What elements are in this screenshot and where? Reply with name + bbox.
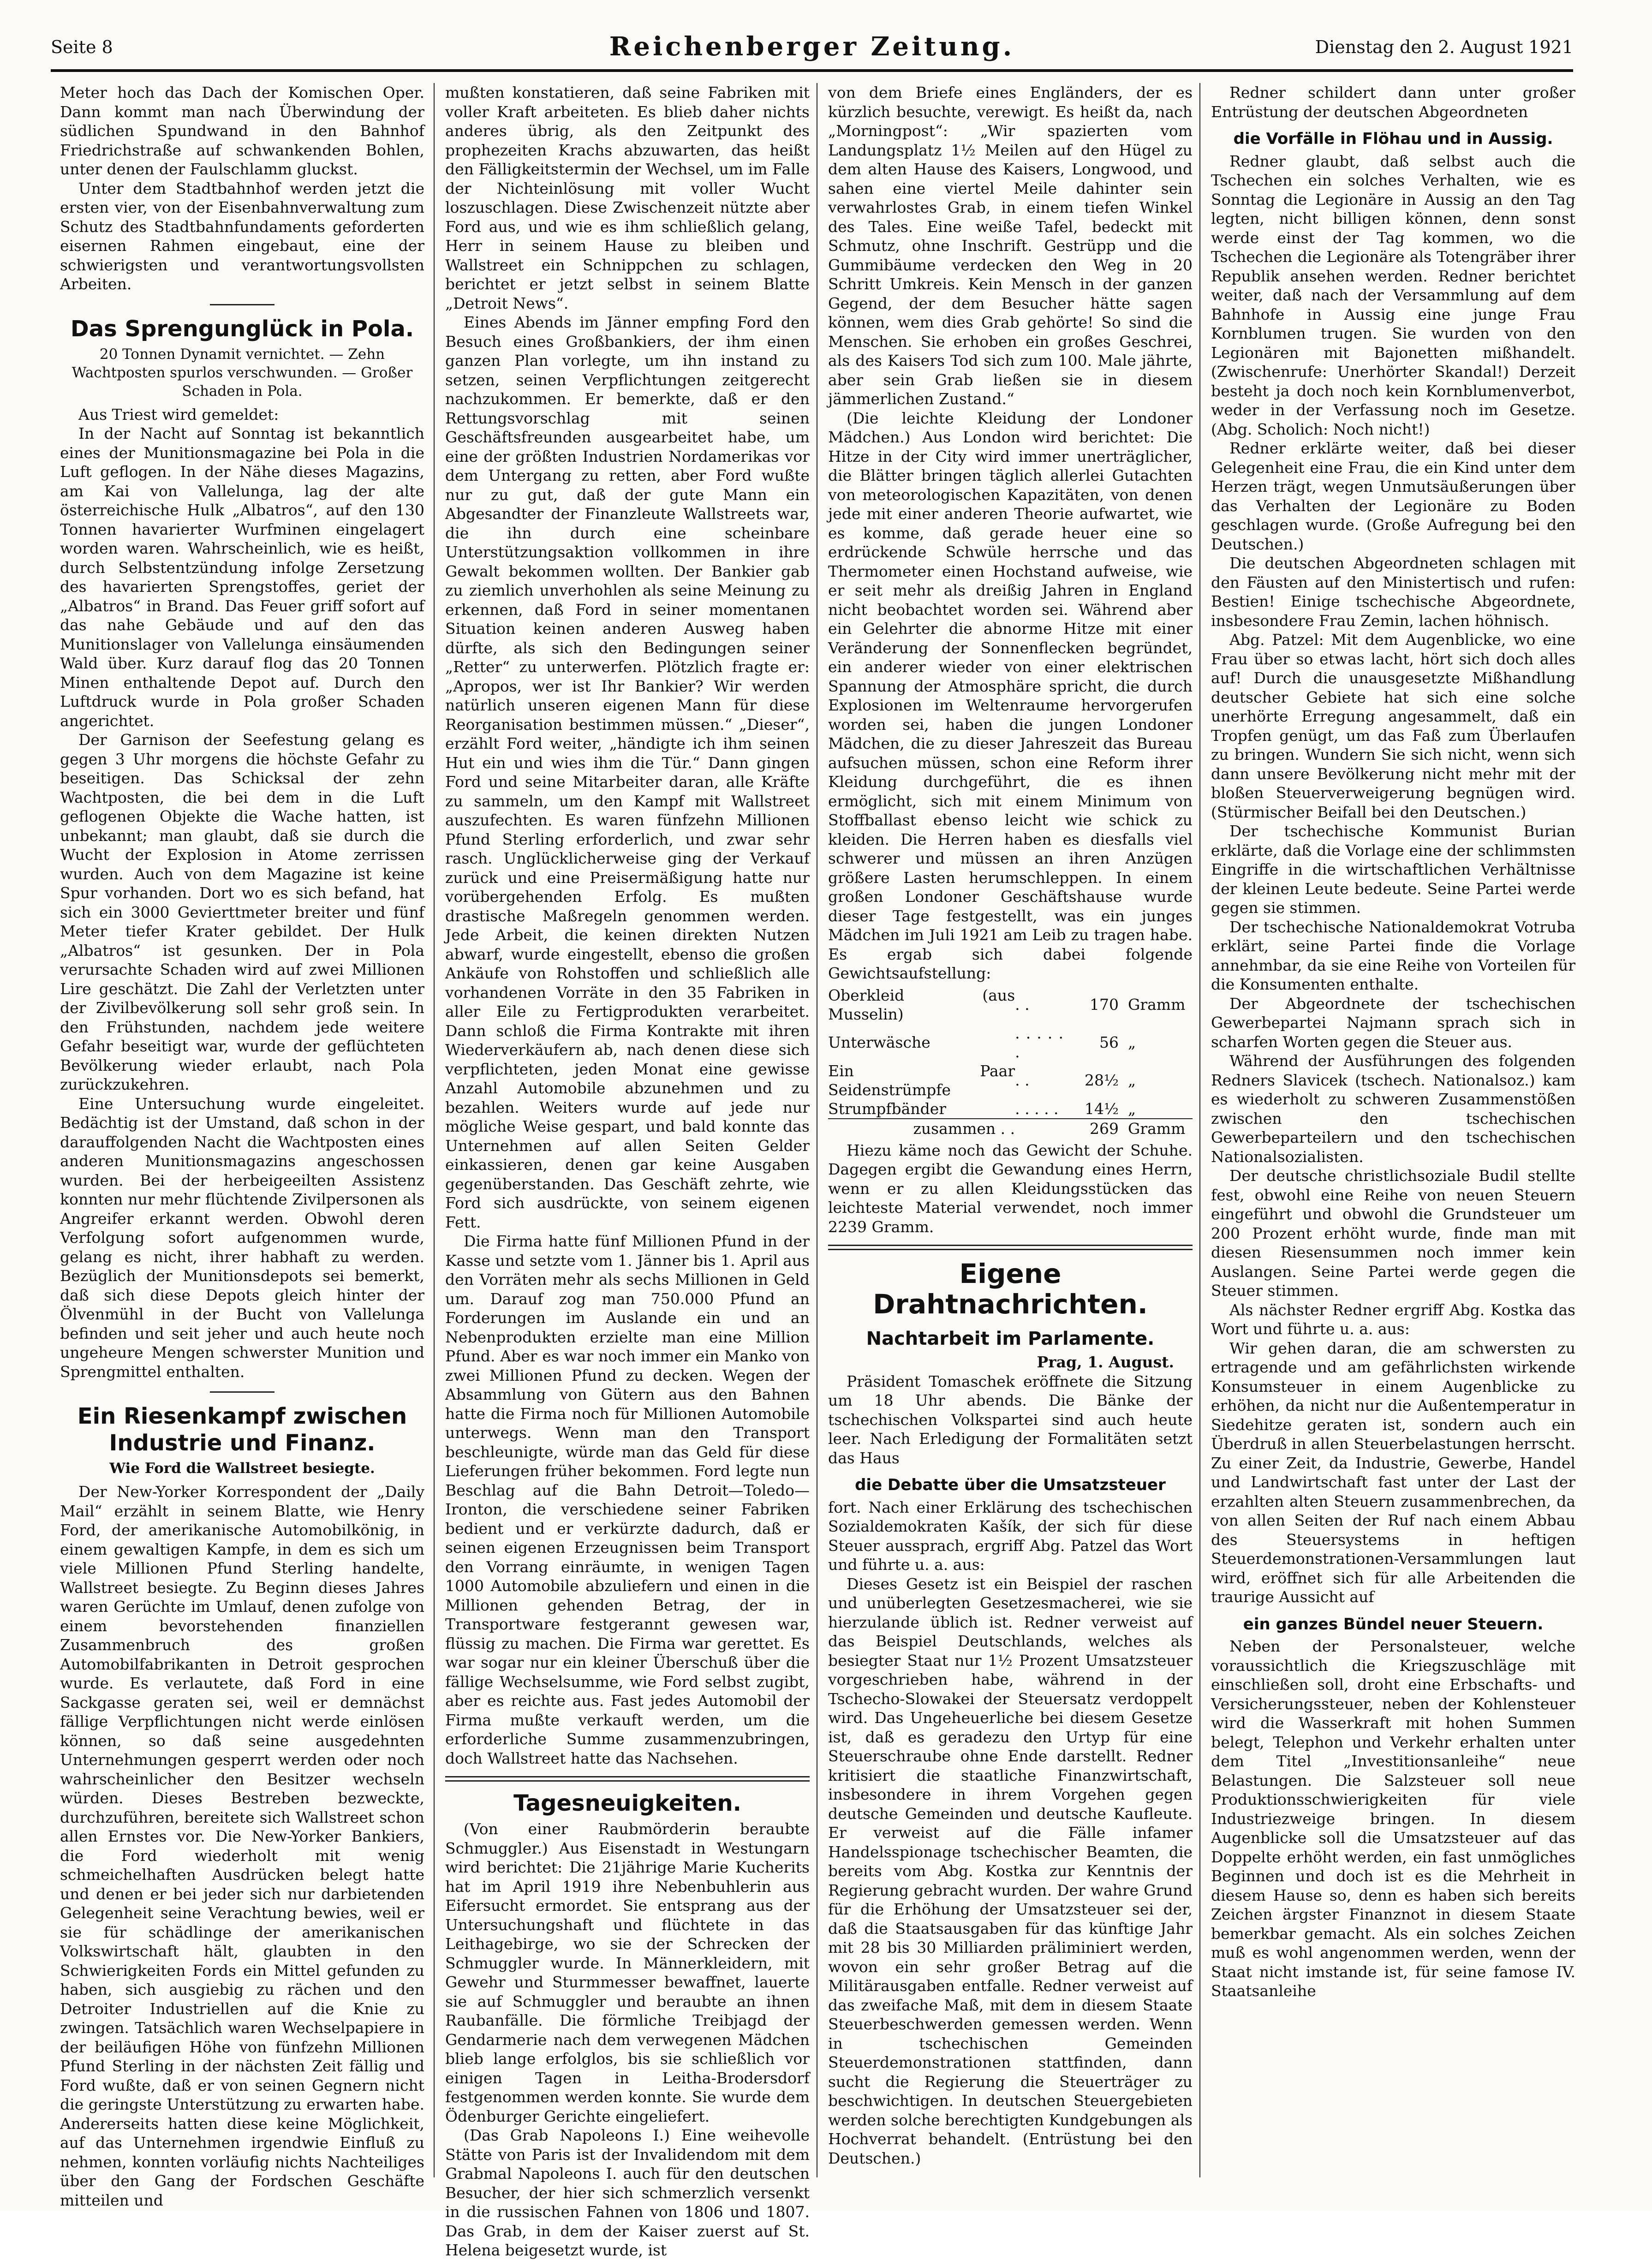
item-unit: Gramm bbox=[1128, 996, 1186, 1014]
headline-pola: Das Sprengunglück in Pola. bbox=[70, 316, 414, 342]
newspaper-title: Reichenberger Zeitung. bbox=[609, 31, 1015, 62]
paragraph: Redner glaubt, daß selbst auch die Tschechen ein solches Verhalten, wie es Sonntag die Legionäre in Aussig an den Tag legten, nicht billigen können, denn sonst werde einst der Tag kommen, wo die Tschechen die Legionäre als Totengräber ihrer Republik ansehen werden. Redner berichtet weiter, daß nach der Versammlung auf dem Bahnhofe in Aussig eine junge Frau Kornblumen trugen. Sie wurden von den Legionären mit Bajonetten mißhandelt. (Zwischenrufe: Unerhörter Skandal!) Derzeit besteht ja doch noch kein Kornblumenverbot, weder in der Verfassung noch im Gesetze. (Abg. Scholich: Noch nicht!) bbox=[1211, 152, 1575, 438]
dateline: Prag, 1. August. bbox=[1037, 1353, 1174, 1371]
section-rule bbox=[445, 1776, 810, 1782]
paragraph: Der deutsche christlichsoziale Budil stellte fest, obwohl eine Reihe von neuen Steuern eingeführt und obwohl die Grundsteuer um 200 Prozent erhöht wurde, finde man mit diesen Riesensummen noch immer kein Auslangen. Seine Partei werde gegen die Steuer stimmen. bbox=[1211, 1167, 1575, 1300]
subheadline-ford: Wie Ford die Wallstreet besiegte. bbox=[109, 1460, 375, 1477]
item-unit: „ bbox=[1128, 1099, 1136, 1118]
inline-heading: die Vorfälle in Flöhau und in Aussig. bbox=[1233, 130, 1553, 148]
paragraph: von dem Briefe eines Engländers, der es kürzlich besuchte, verewigt. Es heißt da, nach „Morningpost“: „Wir spazierten vom Landungsplatz 1½ Meilen auf den Hügel zu dem alten Hause des Kaisers, Longwood, und sahen eine viertel Meile dahinter sein verwahrlostes Grab, in einem tiefen Winkel des Tales. Eine weiße Tafel, bedeckt mit Schmutz, ohne Inschrift. Gestrüpp und die Gummibäume verdecken den Weg in 20 Schritt Umkreis. Kein Mensch in der ganzen Gegend, der dem Besucher hätte sagen können, wem dies Grab gehörte! So sind die Menschen. Sie erhoben ein großes Geschrei, als des Kaisers Tod sich zum 100. Male jährte, aber sein Grab ließen sie in diesem jämmerlichen Zustand.“ bbox=[828, 83, 1193, 408]
item-value: 28½ bbox=[1085, 1071, 1119, 1089]
headline-drahtnachrichten: Eigene Drahtnachrichten. bbox=[873, 1258, 1148, 1320]
item-name: Ein Paar Seidenstrümpfe bbox=[828, 1061, 1015, 1099]
item-value: 170 bbox=[1090, 996, 1119, 1014]
item-name: Unterwäsche bbox=[828, 1033, 930, 1051]
paragraph: Meter hoch das Dach der Komischen Oper. Dann kommt man nach Überwindung der südlichen Spundwand in den Bahnhof Friedrichstraße auf schwankenden Bohlen, unter denen der Faulschlamm gluckst. bbox=[60, 83, 424, 178]
header-rule bbox=[51, 69, 1573, 72]
paragraph: Eine Untersuchung wurde eingeleitet. Bedächtig ist der Umstand, daß schon in der darauffolgenden Nacht die Wachtposten eines anderen Munitionsmagazins angeschossen wurden. Bei der herbeigeeilten Assistenz konnten nur mehr flüchtende Zivilpersonen als Angreifer erkannt werden. Obwohl deren Verfolgung sofort aufgenommen wurde, gelang es nicht, ihrer habhaft zu werden. Bezüglich der Munitionsdepots sei bemerkt, daß sich diese Depots gleich hinter der Ölvenmühl in der Bucht von Vallelunga befinden und seit jeher und auch heute noch ungeheure Mengen schwerster Munition und Sprengmittel enthalten. bbox=[60, 1094, 424, 1381]
paragraph: Aus Triest wird gemeldet: bbox=[78, 405, 279, 423]
paragraph: Wir gehen daran, die am schwersten zu ertragende und am gefährlichsten wirkende Konsumsteuer in einem Augenblicke zu erhöhen, da nicht nur die Außentemperatur in Siedehitze geraten ist, sondern auch ein Überdruß in allen Steuerbelastungen herrscht. Zu einer Zeit, da Industrie, Gewerbe, Handel und Landwirtschaft fast unter der Last der erzahlten alten Steuern zusammenbrechen, da von allen Seiten der Ruf nach einem Abbau des Steuersystems in heftigen Steuerdemonstrationen-Versammlungen laut wird, eröffnet sich für alle Arbeitenden die traurige Aussicht auf bbox=[1211, 1339, 1575, 1606]
item-dots: . . bbox=[1015, 1071, 1030, 1089]
paragraph: Eines Abends im Jänner empfing Ford den Besuch eines Großbankiers, der ihm einen ganzen Plan vorlegte, um ihn instand zu setzen, seinen Verpflichtungen zeitgerecht nachzukommen. Er bemerkte, daß er den Rettungsvorschlag mit seinen Geschäftsfreunden ausgearbeitet habe, um eine der größten Industrien Nordamerikas vor dem Untergang zu retten, aber Ford wußte nur zu gut, daß der gute Mann ein Abgesandter der Finanzleute Wallstreets war, die ihn durch eine scheinbare Unterstützungsaktion vollkommen in ihre Gewalt bekommen wollten. Der Bankier gab zu ziemlich unverhohlen als seine Meinung zu erkennen, daß Ford in seiner momentanen Situation keinen anderen Ausweg haben dürfte, als sich den Bedingungen seiner „Retter“ zu unterwerfen. Plötzlich fragte er: „Apropos, wer ist Ihr Bankier? Wir werden natürlich unseren eigenen Mann für diese Reorganisation bestimmen müssen.“ „Dieser“, erzählt Ford weiter, „händigte ich ihm seinen Hut ein und wies ihm die Tür.“ Dann gingen Ford und seine Mitarbeiter daran, alle Kräfte zu sammeln, um den Kampf mit Wallstreet auszufechten. Es waren fünfzehn Millionen Pfund Sterling erforderlich, und zwar sehr rasch. Unglücklicherweise ging der Verkauf zurück und eine Preisermäßigung hatte nur vorübergehenden Erfolg. Es mußten drastische Maßregeln genommen werden. Jede Arbeit, die keinen direkten Nutzen abwarf, wurde eingestellt, ebenso die großen Ankäufe von Rohstoffen und schließlich alle vorhandenen Vorräte in den 35 Fabriken in aller Eile zu Fertigprodukten verarbeitet. Dann schloß die Firma Kontrakte mit ihren Wiederverkäufern ab, nach denen diese sich verpflichteten, jeden Monat eine gewisse Anzahl Automobile abzunehmen und zu bezahlen. Weiters wurde auf jede nur mögliche Weise gespart, und bald konnte das Unternehmen auf allen Seiten Gelder einkassieren, denen gar keine Ausgaben gegenüberstanden. Das Geschäft zehrte, wie Ford sich ausdrückte, von seinem eigenen Fett. bbox=[445, 313, 810, 1231]
paragraph: Abg. Patzel: Mit dem Augenblicke, wo eine Frau über so etwas lacht, hört sich doch alles auf! Durch die unausgesetzte Mißhandlung deutscher Gebiete hat sich eine solche unerhörte Erregung angesammelt, daß ein Tropfen genügt, um das Faß zum Überlaufen zu bringen. Wundern Sie sich nicht, wenn sich dann unsere Bevölkerung nicht mehr mit der bloßen Steuerverweigerung begnügen wird. (Stürmischer Beifall bei den Deutschen.) bbox=[1211, 631, 1575, 821]
subheadline-pola: 20 Tonnen Dynamit vernichtet. — Zehn Wachtposten spurlos verschwunden. — Großer Schaden in Pola. bbox=[72, 346, 413, 400]
paragraph: Hiezu käme noch das Gewicht der Schuhe. Dagegen ergibt die Gewandung eines Herrn, wenn er zu allen Kleidungsstücken das leichteste Material verwendet, noch immer 2239 Gramm. bbox=[828, 1141, 1193, 1236]
headline-ford: Ein Riesenkampf zwischen Industrie und Finanz. bbox=[77, 1403, 407, 1456]
paragraph: fort. Nach einer Erklärung des tschechischen Sozialdemokraten Kašík, der sich für diese Steuer aussprach, ergriff Abg. Patzel das Wort und führte u. a. aus: bbox=[828, 1498, 1193, 1574]
paragraph: Die Firma hatte fünf Millionen Pfund in der Kasse und setzte vom 1. Jänner bis 1. April aus den Vorräten mehr als sechs Millionen in Geld um. Darauf zog man 750.000 Pfund an Forderungen im Auslande ein und an Nebenprodukten erzielte man eine Million Pfund. Aber es war noch immer ein Manko von zwei Millionen Pfund zu decken. Wegen der Absammlung von Gütern aus den Bahnen hatte die Firma noch für Millionen Automobile unterwegs. Wenn man den Transport beschleunigte, würde man das Geld für diese Lieferungen früher bekommen. Ford legte nun Beschlag auf die Bahn Detroit—Toledo—Ironton, die verschiedene seiner Fabriken bedient und er verkürzte dadurch, daß er seinen eigenen Erzeugnissen beim Transport den Vorrang einräumte, in wenigen Tagen 1000 Automobile abzuliefern und einen in die Millionen gehenden Betrag, der in Transportware festgerannt gewesen war, flüssig zu machen. Die Firma war gerettet. Es war sogar nur ein kleiner Überschuß über die fällige Wechselsumme, wie Ford selbst zugibt, aber es reichte aus. Fast jedes Automobil der Firma mußte verkauft werden, um die erforderliche Summe zusammenzubringen, doch Wallstreet hatte das Nachsehen. bbox=[445, 1232, 810, 1767]
paragraph: (Die leichte Kleidung der Londoner Mädchen.) Aus London wird berichtet: Die Hitze in der City wird immer unerträglicher, die Blätter bringen täglich allerlei Gutachten von meteorologischen Kapazitäten, von denen jede mit einer anderen Theorie aufwartet, wie es komme, daß gerade heuer eine so erdrückende Schwüle herrsche und das Thermometer einen Hochstand aufweise, wie er seit mehr als dreißig Jahren in England nicht beobachtet worden sei. Während aber ein Gelehrter die abnorme Hitze mit einer Veränderung der Sonnenflecken begründet, ein anderer wieder von einer elektrischen Spannung der Atmosphäre spricht, die durch Explosionen im Weltenraume hervorgerufen worden sei, haben die jungen Londoner Mädchen, die zu dieser Jahreszeit das Bureau aufsuchen müssen, schon eine Reform ihrer Kleidung durchgeführt, die es ihnen ermöglicht, sich mit einem Minimum von Stoffballast ebenso leicht wie schick zu kleiden. Die Herren haben es diesfalls viel schwerer und müssen an ihren Anzügen größere Lasten herumschleppen. In einem großen Londoner Geschäftshause wurde dieser Tage festgestellt, was ein junges Mädchen im Juli 1921 am Leib zu tragen habe. Es ergab sich dabei folgende Gewichtsaufstellung: bbox=[828, 409, 1193, 982]
paragraph: Der Garnison der Seefestung gelang es gegen 3 Uhr morgens die höchste Gefahr zu beseitigen. Das Schicksal der zehn Wachtposten, die bei dem in die Luft geflogenen Objekte die Wache hatten, ist unbekannt; man glaubt, daß sie durch die Wucht der Explosion in Atome zerrissen wurden. Auch von dem Magazine ist keine Spur vorhanden. Dort wo es sich befand, hat sich ein 3000 Gevierttmeter breiter und fünf Meter tiefer Krater gebildet. Der Hulk „Albatros“ ist gesunken. Der in Pola verursachte Schaden wird auf zwei Millionen Lire geschätzt. Die Zahl der Verletzten unter der Zivilbevölkerung soll sehr groß sein. In den Frühstunden, nachdem jede weitere Gefahr beseitigt war, wurde der geflüchteten Bevölkerung wieder erlaubt, nach Pola zurückzukehren. bbox=[60, 731, 424, 1093]
column-divider bbox=[434, 83, 435, 2177]
item-name: Strumpfbänder bbox=[828, 1099, 947, 1118]
paragraph: Neben der Personalsteuer, welche voraussichtlich die Kriegszuschläge mit einschließen soll, droht eine Erbschafts- und Versicherungssteuer, neben der Kohlensteuer wird die Wasserkraft mit hohen Summen belegt, Telephon und Verkehr erhalten unter dem Titel „Investitionsanleihe“ neue Belastungen. Die Salzsteuer soll neue Produktionsschwierigkeiten für viele Industriezweige bringen. In diesem Augenblicke soll die Umsatzsteuer auf das Doppelte erhöht werden, ein fast unmögliches Beginnen und doch ist es die Mehrheit in diesem Hause so, denn es haben sich bereits Zeichen ärgster Finanznot in diesem Staate bemerkbar gemacht. Als ein solches Zeichen muß es wohl angenommen werden, wenn der Staat nicht imstande ist, für seine famose IV. Staatsanleihe bbox=[1211, 1637, 1575, 2000]
issue-date: Dienstag den 2. August 1921 bbox=[1315, 37, 1573, 57]
table-row bbox=[828, 1024, 1193, 1061]
paragraph: Der tschechische Nationaldemokrat Votruba erklärt, seine Partei finde die Vorlage annehmbar, da sie eine Reihe von Vorteilen für die Konsumenten enthalte. bbox=[1211, 918, 1575, 993]
page-header bbox=[51, 28, 1573, 65]
paragraph: Redner schildert dann unter großer Entrüstung der deutschen Abgeordneten bbox=[1211, 83, 1575, 121]
table-row bbox=[828, 1061, 1193, 1099]
paragraph: In der Nacht auf Sonntag ist bekanntlich eines der Munitionsmagazine bei Pola in die Luft geflogen. In der Nähe dieses Magazins, am Kai von Vallelunga, lag der alte österreichische Hulk „Albatros“, auf den 130 Tonnen havarierter Wurfminen eingelagert worden waren. Wahrscheinlich, wie es heißt, durch Selbstentzündung infolge Zersetzung des havarierten Sprengstoffes, geriet der „Albatros“ in Brand. Das Feuer griff sofort auf das nahe Gebäude und auf den das Munitionslager von Vallelunga einsäumenden Wald über. Kurz darauf flog das 20 Tonnen Minen enthaltende Depot auf. Durch den Luftdruck wurde in Pola großer Schaden angerichtet. bbox=[60, 424, 424, 730]
item-value: 56 bbox=[1099, 1033, 1119, 1051]
item-name: Oberkleid (aus Musselin) bbox=[828, 986, 1015, 1023]
section-rule bbox=[828, 1245, 1193, 1250]
paragraph: Der New-Yorker Korrespondent der „Daily Mail“ erzählt in seinem Blatte, wie Henry Ford, der amerikanische Automobilkönig, in einem gewaltigen Kampfe, in dem es sich um viele Millionen Pfund Sterling handelte, Wallstreet besiegte. Zu Beginn dieses Jahres waren Gerüchte im Umlauf, denen zufolge von einem bevorstehenden finanziellen Zusammenbruch des großen Automobilfabrikanten in Detroit gesprochen wurde. Es verlautete, daß Ford in eine Sackgasse geraten sei, weil er demnächst fällige Verpflichtungen nicht werde einlösen können, so daß seine ausgedehnten Unternehmungen gesperrt werden oder noch wahrscheinlicher den Besitzer wechseln würden. Dieses Bestreben bezweckte, durchzuführen, bereitete sich Wallstreet schon allen Ernstes vor. Die New-Yorker Bankiers, die Ford wiederholt mit wenig schmeichelhaften Ausdrücken belegt hatte und denen er bei jeder sich nur darbietenden Gelegenheit seine Verachtung bewies, weil er sie für schädlinge der amerikanischen Volkswirtschaft hält, glaubten in den Schwierigkeiten Fords ein Mittel gefunden zu haben, sich ausgiebig zu rächen und den Detroiter Industriellen auf die Knie zu zwingen. Tatsächlich waren Wechselpapiere in der beiläufigen Höhe von fünfzehn Millionen Pfund Sterling in der nächsten Zeit fällig und Ford wußte, daß er von seinen Gegnern nicht die geringste Unterstützung zu erwarten habe. Andererseits hatten diese keine Möglichkeit, auf das Unternehmen irgendwie Einfluß zu nehmen, konnten vorläufig nichts Nachteiliges über den Gang der Fordschen Geschäfte mitteilen und bbox=[60, 1483, 424, 2209]
paragraph: Dieses Gesetz ist ein Beispiel der raschen und unüberlegten Gesetzesmacherei, wie sie hierzulande üblich ist. Redner verweist auf das Beispiel Deutschlands, welches als besiegter Staat nur 1½ Prozent Umsatzsteuer vorgeschrieben habe, während in der Tschecho-Slowakei der Steuersatz verdoppelt wird. Das Ungeheuerliche bei diesem Gesetze ist, daß es geradezu den Urtyp für eine Steuerschraube ohne Ende darstellt. Redner kritisiert die staatliche Finanzwirtschaft, insbesondere in ihrem Vorgehen gegen deutsche Gemeinden und deutsche Kaufleute. Er verweist auf die Fälle infamer Handelsspionage tschechischer Beamten, die bereits vom Abg. Kostka zur Kenntnis der Regierung gebracht wurden. Der wahre Grund für die Erhöhung der Umsatzsteuer sei der, daß die Staatsausgaben für das künftige Jahr mit 28 bis 30 Milliarden präliminiert werden, wovon ein sehr großer Betrag auf die Militärausgaben entfalle. Redner verweist auf das zweifache Maß, mit dem in diesem Staate Steuerbeschwerden gemessen werden. Wenn in tschechischen Gemeinden Steuerdemonstrationen stattfinden, dann sucht die Regierung die Steuerträger zu beschwichtigen. In deutschen Steuergebieten werden solche berechtigten Kundgebungen als Hochverrat behandelt. (Entrüstung bei den Deutschen.) bbox=[828, 1574, 1193, 2167]
page-number: Seite 8 bbox=[51, 37, 113, 57]
paragraph: Die deutschen Abgeordneten schlagen mit den Fäusten auf den Ministertisch und rufen: Bestien! Einige tschechische Abgeordnete, insbesondere Frau Zemin, lachen höhnisch. bbox=[1211, 554, 1575, 630]
paragraph: Während der Ausführungen des folgenden Redners Slavicek (tschech. Nationalsoz.) kam es wiederholt zu schweren Zusammenstößen zwischen den tschechischen Gewerbeparteilern und den tschechischen Nationalsozialisten. bbox=[1211, 1052, 1575, 1166]
paragraph: Der Abgeordnete der tschechischen Gewerbepartei Najmann sprach sich in scharfen Worten gegen die Steuer aus. bbox=[1211, 994, 1575, 1051]
item-unit: „ bbox=[1128, 1071, 1136, 1089]
item-unit: „ bbox=[1128, 1033, 1136, 1051]
table-row bbox=[828, 1099, 1193, 1119]
inline-heading: ein ganzes Bündel neuer Steuern. bbox=[1243, 1615, 1544, 1634]
item-value: 14½ bbox=[1085, 1099, 1119, 1118]
headline-tagesneuigkeiten: Tagesneuigkeiten. bbox=[513, 1790, 741, 1816]
paragraph: Als nächster Redner ergriff Abg. Kostka das Wort und führte u. a. aus: bbox=[1211, 1300, 1575, 1338]
paragraph: Der tschechische Kommunist Burian erklärte, daß die Vorlage eine der schlimmsten Eingriffe in die wirtschaftlichen Verhältnisse der kleinen Leute bedeute. Seine Partei werde gegen sie stimmen. bbox=[1211, 822, 1575, 917]
separator bbox=[210, 1391, 274, 1393]
column-2 bbox=[445, 83, 810, 2259]
total-label: zusammen . . bbox=[913, 1119, 1015, 1138]
table-total-row bbox=[828, 1119, 1193, 1138]
separator bbox=[210, 304, 274, 305]
total-unit: Gramm bbox=[1128, 1119, 1186, 1138]
paragraph: Redner erklärte weiter, daß bei dieser Gelegenheit eine Frau, die ein Kind unter dem Herzen trägt, wegen Unmutsäußerungen über das Verhalten der Legionäre zu Boden geschlagen wurde. (Große Aufregung bei den Deutschen.) bbox=[1211, 439, 1575, 553]
table-row bbox=[828, 986, 1193, 1024]
column-1 bbox=[60, 83, 424, 2209]
item-dots: . . bbox=[1015, 996, 1030, 1014]
paragraph: (Von einer Raubmörderin beraubte Schmuggler.) Aus Eisenstadt in Westungarn wird berichtet: Die 21jährige Marie Kucherits hat im April 1919 ihre Nebenbuhlerin aus Eifersucht ermordet. Sie entsprang aus der Untersuchungshaft und flüchtete in das Leithagebirge, wo sie der Schrecken der Schmuggler wurde. In Männerkleidern, mit Gewehr und Sturmmesser bewaffnet, lauerte sie auf Schmuggler und beraubte an ihnen Raubanfälle. Die förmliche Treibjagd der Gendarmerie nach dem verwegenen Mädchen blieb lange erfolglos, bis sie schließlich vor einigen Tagen in Leitha-Brodersdorf festgenommen werden konnte. Sie wurde dem Ödenburger Gerichte eingeliefert. bbox=[445, 1820, 810, 2125]
paragraph: Präsident Tomaschek eröffnete die Sitzung um 18 Uhr abends. Die Bänke der tschechischen Volkspartei sind auch heute leer. Nach Erledigung der Formalitäten setzt das Haus bbox=[828, 1372, 1193, 1467]
column-3 bbox=[828, 83, 1193, 2177]
item-dots: . . . . . . bbox=[1015, 1024, 1063, 1061]
paragraph: mußten konstatieren, daß seine Fabriken mit voller Kraft arbeiteten. Es blieb daher nichts anderes übrig, als den Zeitpunkt des prophezeiten Krachs abzuwarten, das heißt den Fälligkeitstermin der Wechsel, um im Falle der Nichteinlösung mit voller Wucht loszuschlagen. Diese Zwischenzeit nützte aber Ford aus, und wie es ihm schließlich gelang, Herr in seinem Hause zu bleiben und Wallstreet ein Schnippchen zu schlagen, berichtet er jetzt selbst in seinem Blatte „Detroit News“. bbox=[445, 83, 810, 312]
column-4 bbox=[1211, 83, 1575, 2177]
item-dots: . . . . . bbox=[1015, 1099, 1059, 1118]
inline-heading: die Debatte über die Umsatzsteuer bbox=[855, 1476, 1166, 1494]
total-value: 269 bbox=[1090, 1119, 1119, 1138]
weight-table bbox=[828, 986, 1193, 1138]
paragraph: (Das Grab Napoleons I.) Eine weihevolle Stätte von Paris ist der Invalidendom mit dem Grabmal Napoleons I. auch für den deutschen Besucher, der hier sich schmerzlich versenkt in die russischen Fahnen von 1806 und 1807. Das Grab, in dem der Kaiser zuerst auf St. Helena beigesetzt wurde, ist bbox=[445, 2126, 810, 2259]
column-divider bbox=[1199, 83, 1200, 2177]
subheadline-parlament: Nachtarbeit im Parlamente. bbox=[866, 1328, 1155, 1349]
paragraph: Unter dem Stadtbahnhof werden jetzt die ersten vier, von der Eisenbahnverwaltung zum Schutz des Stadtbahnfundaments geforderten eisernen Rahmen eingebaut, eine der schwierigsten und verantwortungsvollsten Arbeiten. bbox=[60, 179, 424, 293]
